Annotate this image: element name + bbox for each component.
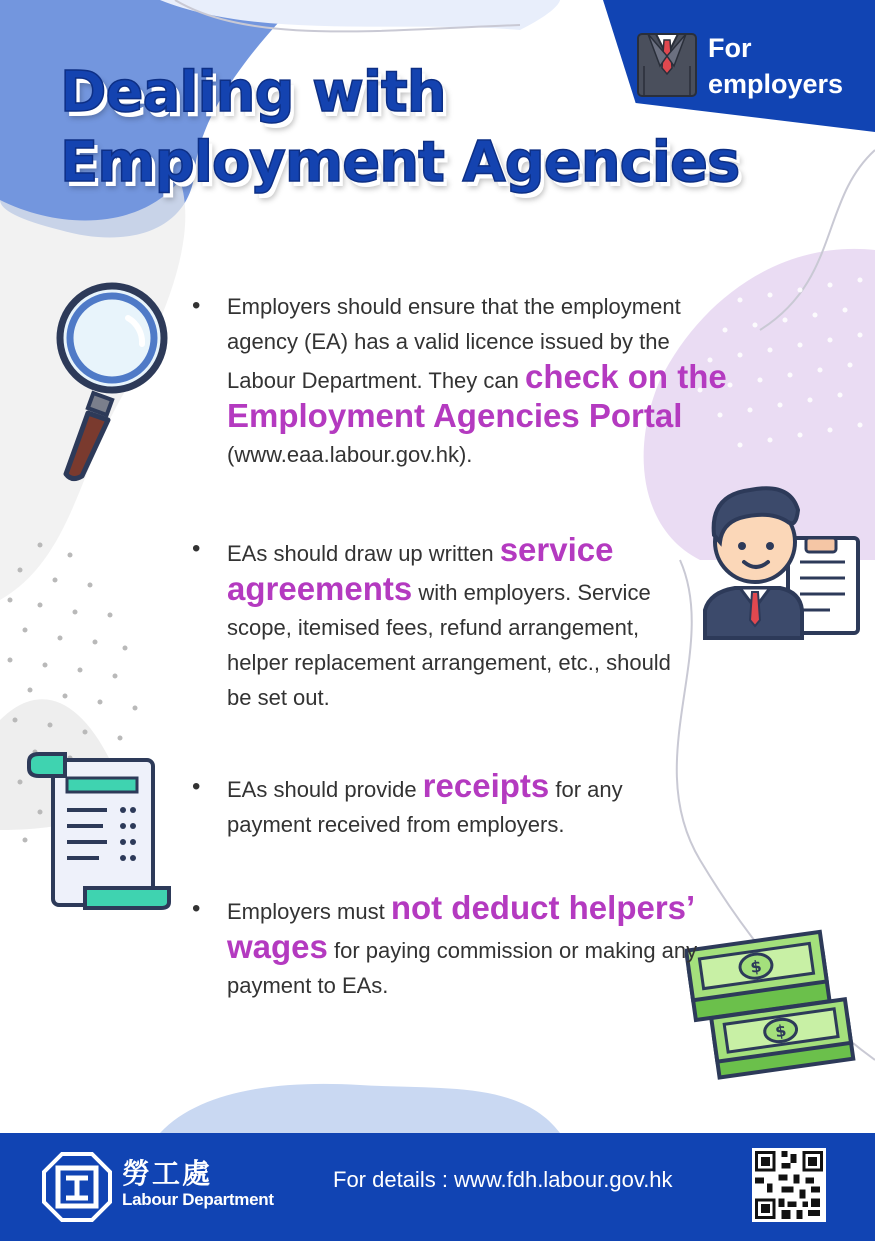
point-4-highlight: not deduct helpers’ wages [227, 889, 694, 965]
title-line2: Employment Agencies [60, 130, 740, 195]
bullet-1: • [192, 292, 201, 319]
receipt-icon [25, 752, 175, 912]
bullet-4: • [192, 895, 201, 922]
point-4-suffix: for paying commission or making any payment to EAs. [227, 938, 698, 998]
money-icon [685, 920, 860, 1090]
point-1-highlight: check on the Employment Agencies Portal [227, 358, 727, 434]
point-2-text: EAs should draw up written [227, 541, 500, 566]
title-line1: Dealing with [60, 60, 446, 125]
badge-line2: employers [708, 69, 844, 99]
page-title [60, 58, 760, 198]
bullet-3: • [192, 773, 201, 800]
point-2-suffix: with employers. Service scope, itemised fees, refund arrangement, helper replacement arrangement, etc., should be set out. [227, 580, 671, 710]
logo-chinese-name: 勞工處 [122, 1157, 213, 1190]
point-2 [227, 532, 697, 715]
businessman-icon [700, 480, 865, 640]
point-1 [227, 289, 727, 472]
point-4 [227, 890, 707, 1003]
badge-line1: For [708, 33, 752, 63]
magnifier-icon [50, 278, 175, 483]
qr-code-icon [752, 1148, 826, 1222]
labour-department-logo-icon [42, 1152, 112, 1222]
point-2-highlight: service agreements [227, 531, 614, 607]
point-1-suffix: (www.eaa.labour.gov.hk). [227, 442, 473, 467]
svg-text:$: $ [749, 956, 763, 977]
bullet-2: • [192, 535, 201, 562]
svg-text:$: $ [773, 1020, 788, 1042]
point-1-text: Employers should ensure that the employment agency (EA) has a valid licence issued by the Labour Department. They can [227, 294, 681, 393]
point-3 [227, 768, 667, 842]
details-link[interactable]: For details : www.fdh.labour.gov.hk [333, 1167, 673, 1192]
point-3-suffix: for any payment received from employers. [227, 777, 623, 837]
point-3-highlight: receipts [422, 767, 550, 804]
point-4-text: Employers must [227, 899, 391, 924]
logo-english-name: Labour Department [122, 1190, 274, 1209]
point-3-text: EAs should provide [227, 777, 423, 802]
